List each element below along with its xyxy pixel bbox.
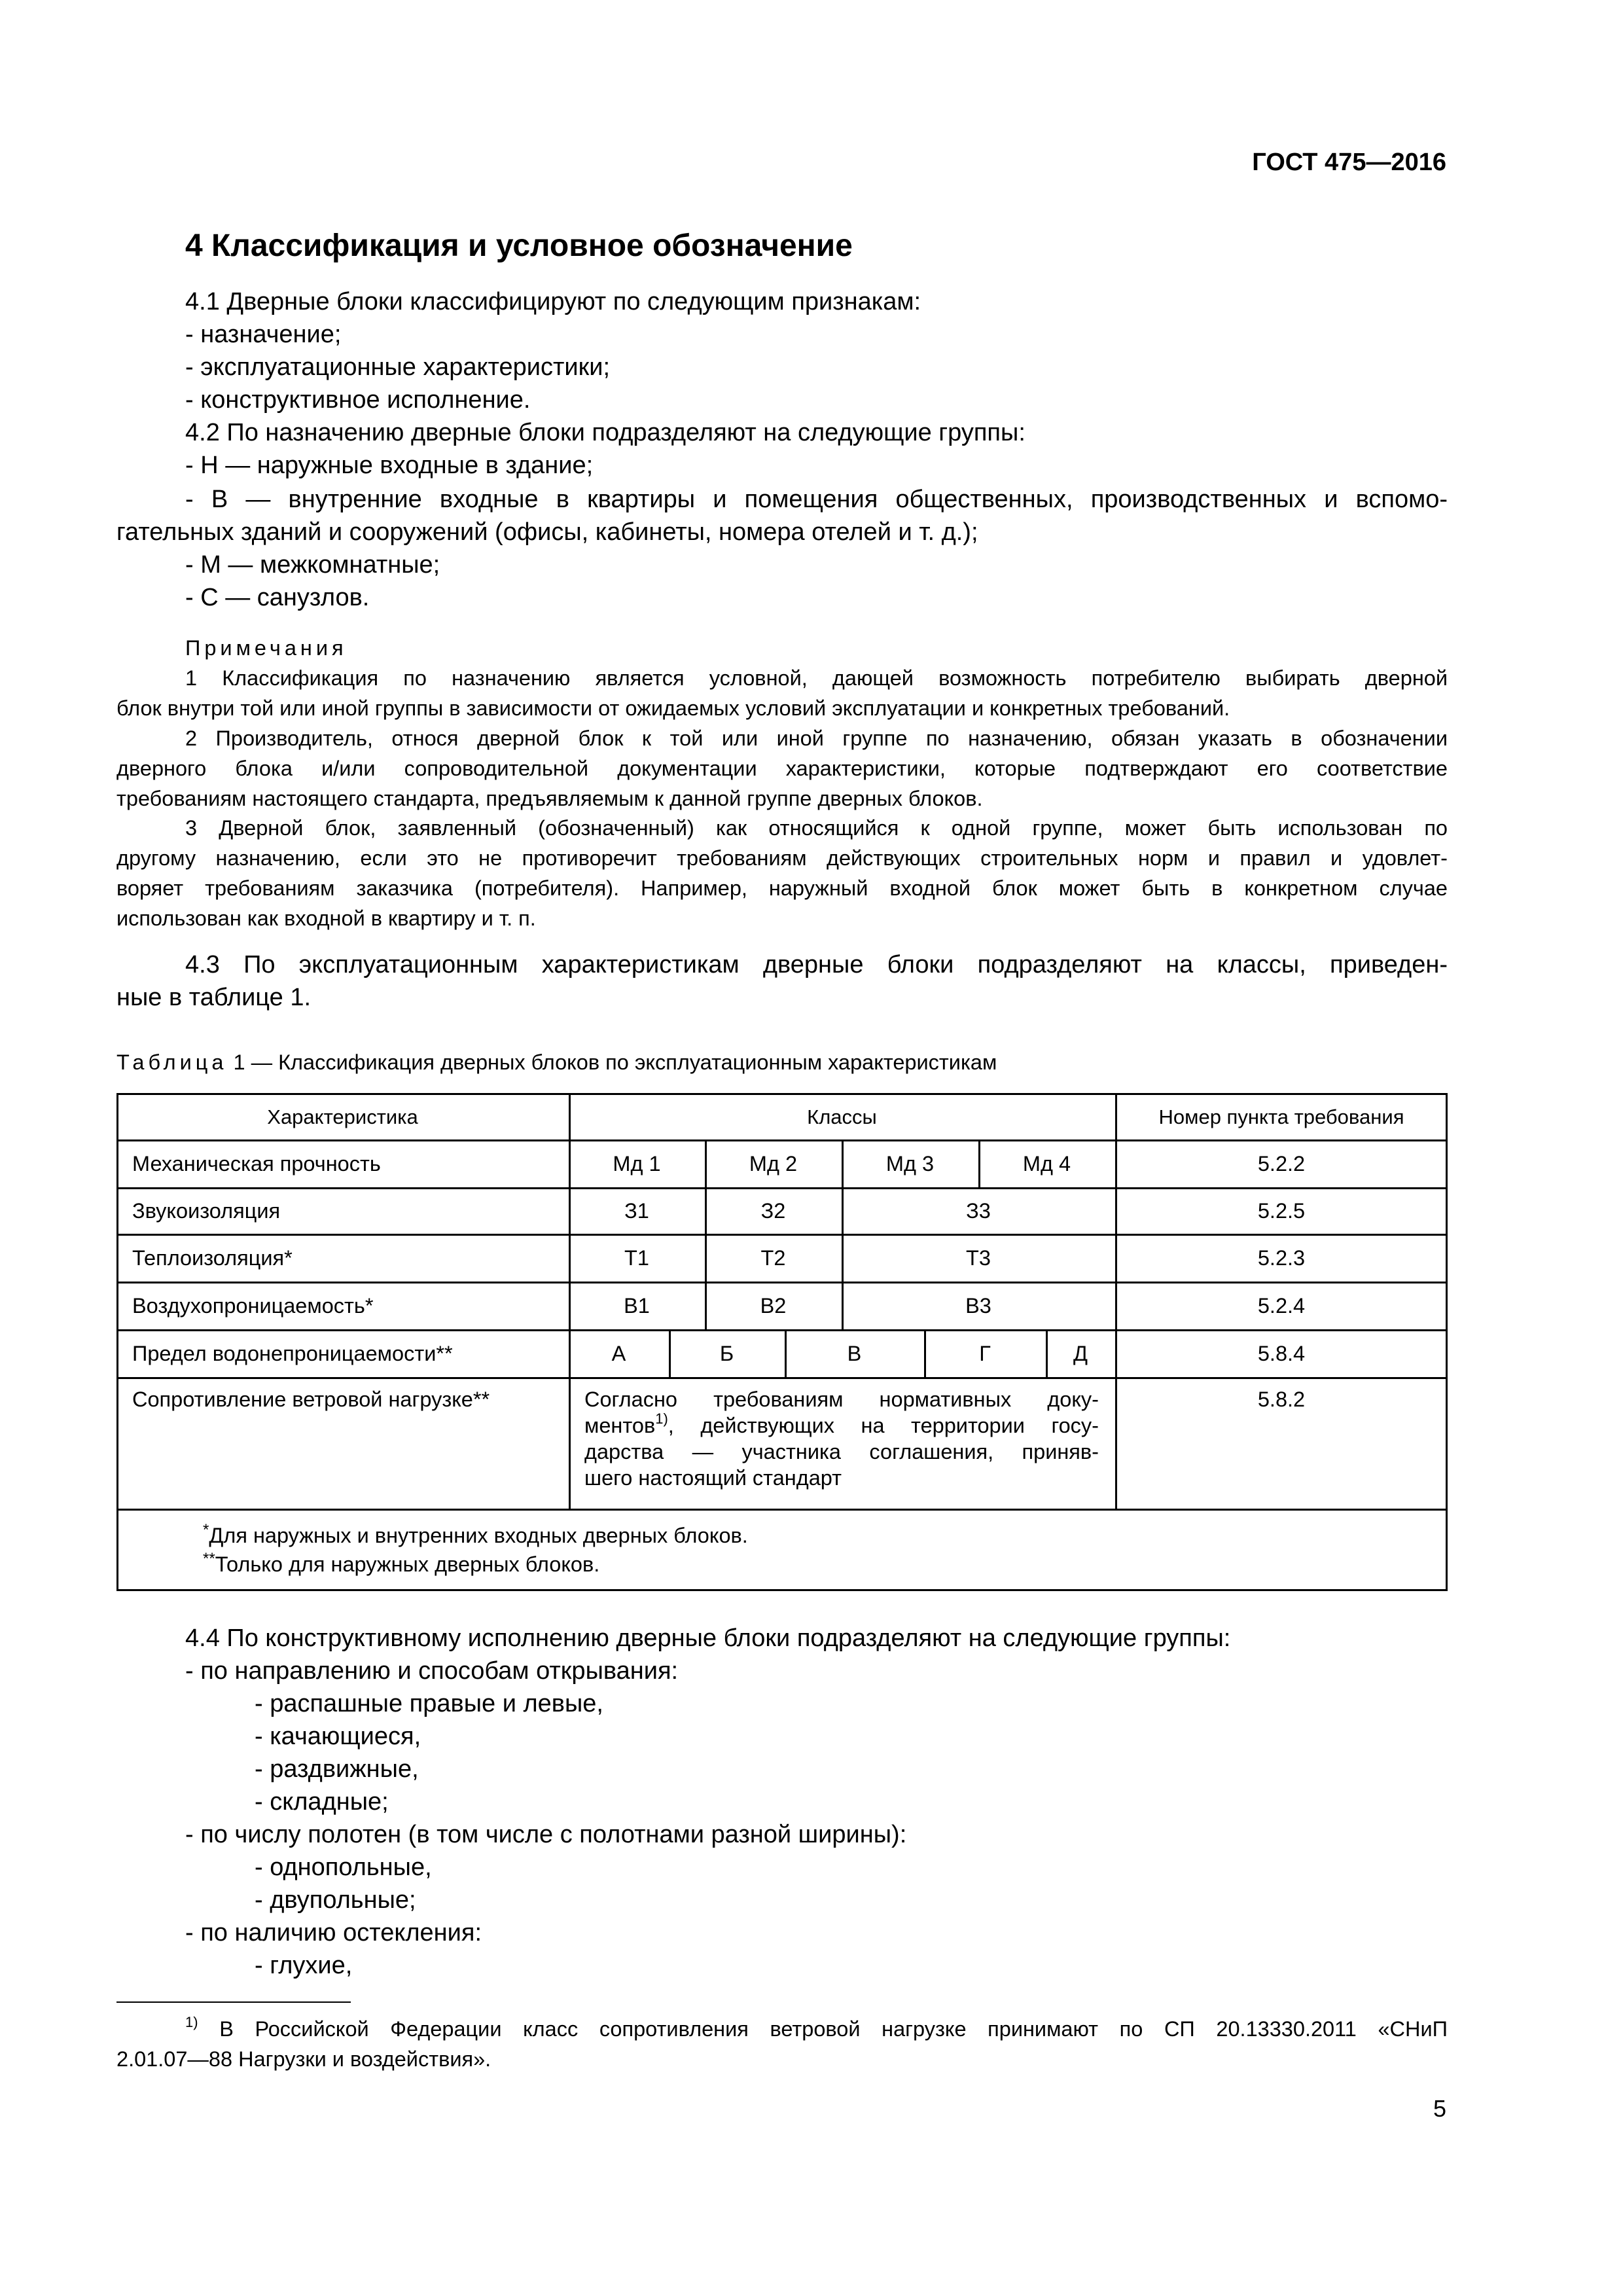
table-caption bbox=[116, 1048, 997, 1078]
table-cell: Т3 bbox=[966, 1246, 991, 1270]
clause-4-3-line2: ные в таблице 1. bbox=[116, 984, 312, 1011]
list-item: - раздвижные, bbox=[255, 1755, 419, 1783]
table-note-single: *Для наружных и внутренних входных дверных блоков. bbox=[203, 1521, 748, 1547]
note-3-cont: воряет требованиям заказчика (потребителя). Например, наружный входной блок может быть в конкретном случае bbox=[116, 876, 1448, 900]
note-2-cont: требованиям настоящего стандарта, предъявляемым к данной группе дверных блоков. bbox=[116, 787, 983, 810]
table-cell: З3 bbox=[966, 1199, 991, 1223]
list-group: - по числу полотен (в том числе с полотнами разной ширины): bbox=[185, 1821, 907, 1848]
list-item: - однопольные, bbox=[255, 1854, 432, 1881]
list-group: - по направлению и способам открывания: bbox=[185, 1657, 679, 1685]
list-item: - М — межкомнатные; bbox=[185, 551, 440, 579]
table-cell: В bbox=[847, 1342, 862, 1365]
table-cell-clause: 5.2.3 bbox=[1257, 1246, 1306, 1270]
table-cell: Мд 4 bbox=[1022, 1152, 1071, 1175]
table-cell: В2 bbox=[760, 1294, 787, 1318]
table-row-sound-name: Звукоизоляция bbox=[132, 1199, 281, 1223]
table-row-wind-name: Сопротивление ветровой нагрузке** bbox=[132, 1388, 490, 1411]
footnote-mark: 1) bbox=[185, 2014, 198, 2031]
table-row-water-name: Предел водонепроницаемости** bbox=[132, 1342, 453, 1365]
list-item: - распашные правые и левые, bbox=[255, 1690, 603, 1717]
notes-label: Примечания bbox=[185, 636, 348, 660]
col-header-clause: Номер пункта требования bbox=[1158, 1105, 1404, 1128]
table-row-air-name: Воздухопроницаемость* bbox=[132, 1294, 374, 1318]
note-3: 3 Дверной блок, заявленный (обозначенный) как относящийся к одной группе, может быть использован по bbox=[185, 816, 1448, 840]
table-cell-clause: 5.2.4 bbox=[1257, 1294, 1306, 1318]
table-cell-clause: 5.2.2 bbox=[1257, 1152, 1306, 1175]
table-cell-clause: 5.8.4 bbox=[1257, 1342, 1306, 1365]
table-cell-wind-text: дарства — участника соглашения, приняв- bbox=[584, 1440, 1099, 1463]
note-3-cont: использован как входной в квартиру и т. п. bbox=[116, 906, 536, 930]
list-item: - двупольные; bbox=[255, 1886, 416, 1914]
table-cell: Т2 bbox=[760, 1246, 786, 1270]
table-cell: Мд 1 bbox=[613, 1152, 661, 1175]
list-item: - С — санузлов. bbox=[185, 584, 370, 611]
col-header-characteristic: Характеристика bbox=[267, 1105, 418, 1128]
clause-4-1-intro: 4.1 Дверные блоки классифицируют по следующим признакам: bbox=[185, 288, 921, 315]
note-1: 1 Классификация по назначению является условной, дающей возможность потребителю выбирать дверной bbox=[185, 666, 1448, 690]
table-cell: В1 bbox=[624, 1294, 650, 1318]
table-caption-label: Таблица bbox=[116, 1050, 228, 1074]
table-cell: З2 bbox=[760, 1199, 786, 1223]
page-number: 5 bbox=[1433, 2095, 1446, 2122]
list-item: - Н — наружные входные в здание; bbox=[185, 452, 594, 479]
table-cell: Мд 3 bbox=[885, 1152, 935, 1175]
list-item: - эксплуатационные характеристики; bbox=[185, 353, 611, 381]
table-cell-wind-text: ментов$^{1)}$, действующих на территории госу- bbox=[584, 1410, 1099, 1437]
footnote-rule bbox=[116, 2001, 351, 2003]
list-item: - назначение; bbox=[185, 321, 342, 348]
table-cell: Т1 bbox=[624, 1246, 649, 1270]
table-cell: Мд 2 bbox=[749, 1152, 798, 1175]
clause-4-3-line1: 4.3 По эксплуатационным характеристикам дверные блоки подразделяют на классы, приведен- bbox=[185, 951, 1448, 978]
classification-table bbox=[116, 1093, 1448, 1590]
table-cell: В3 bbox=[965, 1294, 991, 1318]
table-caption-text: 1 — Классификация дверных блоков по эксплуатационным характеристикам bbox=[233, 1050, 997, 1074]
table-cell-clause: 5.8.2 bbox=[1257, 1388, 1306, 1411]
table-cell: З1 bbox=[624, 1199, 649, 1223]
list-item: - складные; bbox=[255, 1788, 389, 1816]
table-cell: Б bbox=[719, 1342, 734, 1365]
list-item: - глухие, bbox=[255, 1952, 353, 1979]
table-cell: Г bbox=[979, 1342, 991, 1365]
table-cell-wind-text: шего настоящий стандарт bbox=[584, 1466, 842, 1490]
table-cell: Д bbox=[1073, 1342, 1088, 1365]
list-group: - по наличию остекления: bbox=[185, 1919, 482, 1946]
col-header-classes: Классы bbox=[807, 1105, 877, 1128]
list-item: - В — внутренние входные в квартиры и помещения общественных, производственных и вспомо- bbox=[185, 486, 1448, 513]
footnote-line2: 2.01.07—88 Нагрузки и воздействия». bbox=[116, 2047, 491, 2071]
table-row-mech-name: Механическая прочность bbox=[132, 1152, 381, 1175]
table-note-double: **Только для наружных дверных блоков. bbox=[203, 1550, 600, 1576]
note-2: 2 Производитель, относя дверной блок к той или иной группе по назначению, обязан указать в обозначении bbox=[185, 726, 1448, 750]
footnote-line1: $^{1)}$ В Российской Федерации класс сопротивления ветровой нагрузке принимают по СП 20.13330.2011 «СНиП bbox=[185, 2014, 1448, 2041]
table-cell-clause: 5.2.5 bbox=[1257, 1199, 1306, 1223]
table-cell: А bbox=[611, 1342, 626, 1365]
section-title: 4 Классификация и условное обозначение bbox=[185, 228, 853, 263]
list-item-continuation: гательных зданий и сооружений (офисы, кабинеты, номера отелей и т. д.); bbox=[116, 518, 978, 546]
footnote-ref: 1) bbox=[655, 1410, 668, 1427]
note-3-cont: другому назначению, если это не противоречит требованиям действующих строительных норм и правил и удовлет- bbox=[116, 846, 1448, 870]
clause-4-4-intro: 4.4 По конструктивному исполнению дверные блоки подразделяют на следующие группы: bbox=[185, 1624, 1231, 1652]
document-id: ГОСТ 475—2016 bbox=[1252, 149, 1446, 176]
list-item: - конструктивное исполнение. bbox=[185, 386, 531, 414]
table-row-heat-name: Теплоизоляция* bbox=[132, 1246, 293, 1270]
clause-4-2-intro: 4.2 По назначению дверные блоки подразделяют на следующие группы: bbox=[185, 419, 1026, 446]
note-1-cont: блок внутри той или иной группы в зависимости от ожидаемых условий эксплуатации и конкретных требований. bbox=[116, 696, 1230, 720]
list-item: - качающиеся, bbox=[255, 1723, 421, 1750]
note-2-cont: дверного блока и/или сопроводительной документации характеристики, которые подтверждают его соответствие bbox=[116, 757, 1448, 780]
table-cell-wind-text: Согласно требованиям нормативных доку- bbox=[584, 1388, 1099, 1411]
